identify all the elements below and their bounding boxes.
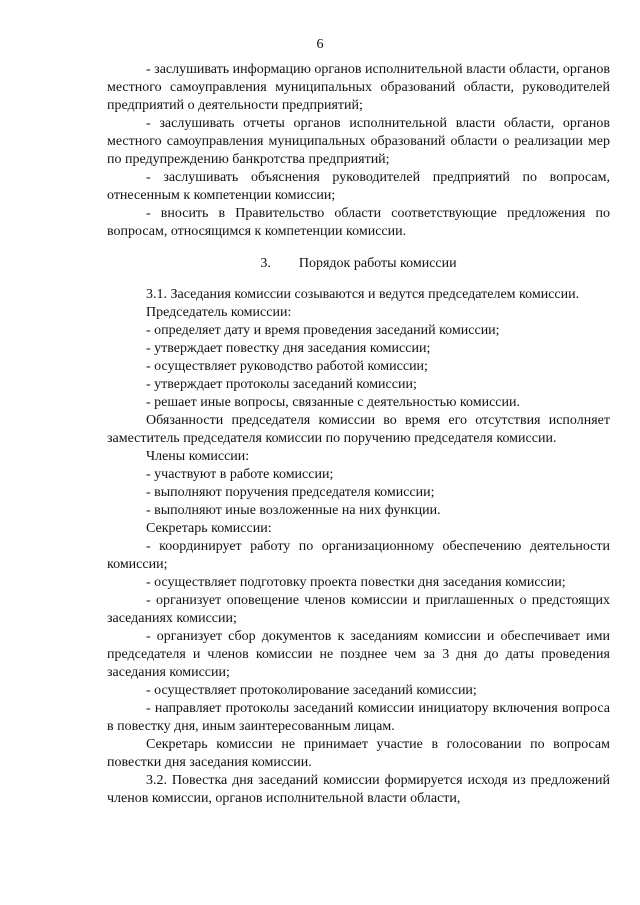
paragraph: Обязанности председателя комиссии во время его отсутствия исполняет заместитель председателя комиссии по поручению председателя комиссии. xyxy=(107,413,610,446)
section-title: Порядок работы комиссии xyxy=(298,256,457,271)
list-item: - организует оповещение членов комиссии и приглашенных о предстоящих заседаниях комиссии; xyxy=(107,593,610,626)
paragraph: Секретарь комиссии не принимает участие в голосовании по вопросам повестки дня заседания комиссии. xyxy=(107,737,610,770)
list-item: - решает иные вопросы, связанные с деятельностью комиссии. xyxy=(146,395,521,410)
list-item: - утверждает повестку дня заседания комиссии; xyxy=(146,341,431,356)
paragraph: 3.1. Заседания комиссии созываются и ведутся председателем комиссии. xyxy=(146,287,580,302)
list-item: - осуществляет руководство работой комиссии; xyxy=(146,359,428,374)
list-item: - утверждает протоколы заседаний комиссии; xyxy=(146,377,417,392)
section-heading xyxy=(107,255,610,273)
paragraph: 3.2. Повестка дня заседаний комиссии формируется исходя из предложений членов комиссии, органов исполнительной власти области, xyxy=(107,773,610,806)
paragraph: - заслушивать объяснения руководителей предприятий по вопросам, отнесенным к компетенции комиссии; xyxy=(107,170,610,203)
paragraph: Члены комиссии: xyxy=(146,449,250,464)
paragraph: - заслушивать отчеты органов исполнительной власти области, органов местного самоуправления муниципальных образований области о реализации мер по предупреждению банкротства предприятий; xyxy=(107,116,610,167)
paragraph: Секретарь комиссии: xyxy=(146,521,272,536)
section-number: 3. xyxy=(260,256,271,271)
document-body xyxy=(107,61,610,808)
list-item: - осуществляет протоколирование заседаний комиссии; xyxy=(146,683,477,698)
paragraph: Председатель комиссии: xyxy=(146,305,292,320)
paragraph: - заслушивать информацию органов исполнительной власти области, органов местного самоуправления муниципальных образований области, руководителей предприятий о деятельности предприятий; xyxy=(107,62,610,113)
list-item: - участвуют в работе комиссии; xyxy=(146,467,334,482)
list-item: - выполняют иные возложенные на них функции. xyxy=(146,503,441,518)
list-item: - осуществляет подготовку проекта повестки дня заседания комиссии; xyxy=(146,575,566,590)
list-item: - направляет протоколы заседаний комиссии инициатору включения вопроса в повестку дня, иным заинтересованным лицам. xyxy=(107,701,610,734)
list-item: - определяет дату и время проведения заседаний комиссии; xyxy=(146,323,500,338)
list-item: - координирует работу по организационному обеспечению деятельности комиссии; xyxy=(107,539,610,572)
page-number: 6 xyxy=(316,37,324,52)
list-item: - выполняют поручения председателя комиссии; xyxy=(146,485,435,500)
list-item: - организует сбор документов к заседаниям комиссии и обеспечивает ими председателя и членов комиссии не позднее чем за 3 дня до даты проведения заседания комиссии; xyxy=(107,629,610,680)
paragraph: - вносить в Правительство области соответствующие предложения по вопросам, относящимся к компетенции комиссии. xyxy=(107,206,610,239)
